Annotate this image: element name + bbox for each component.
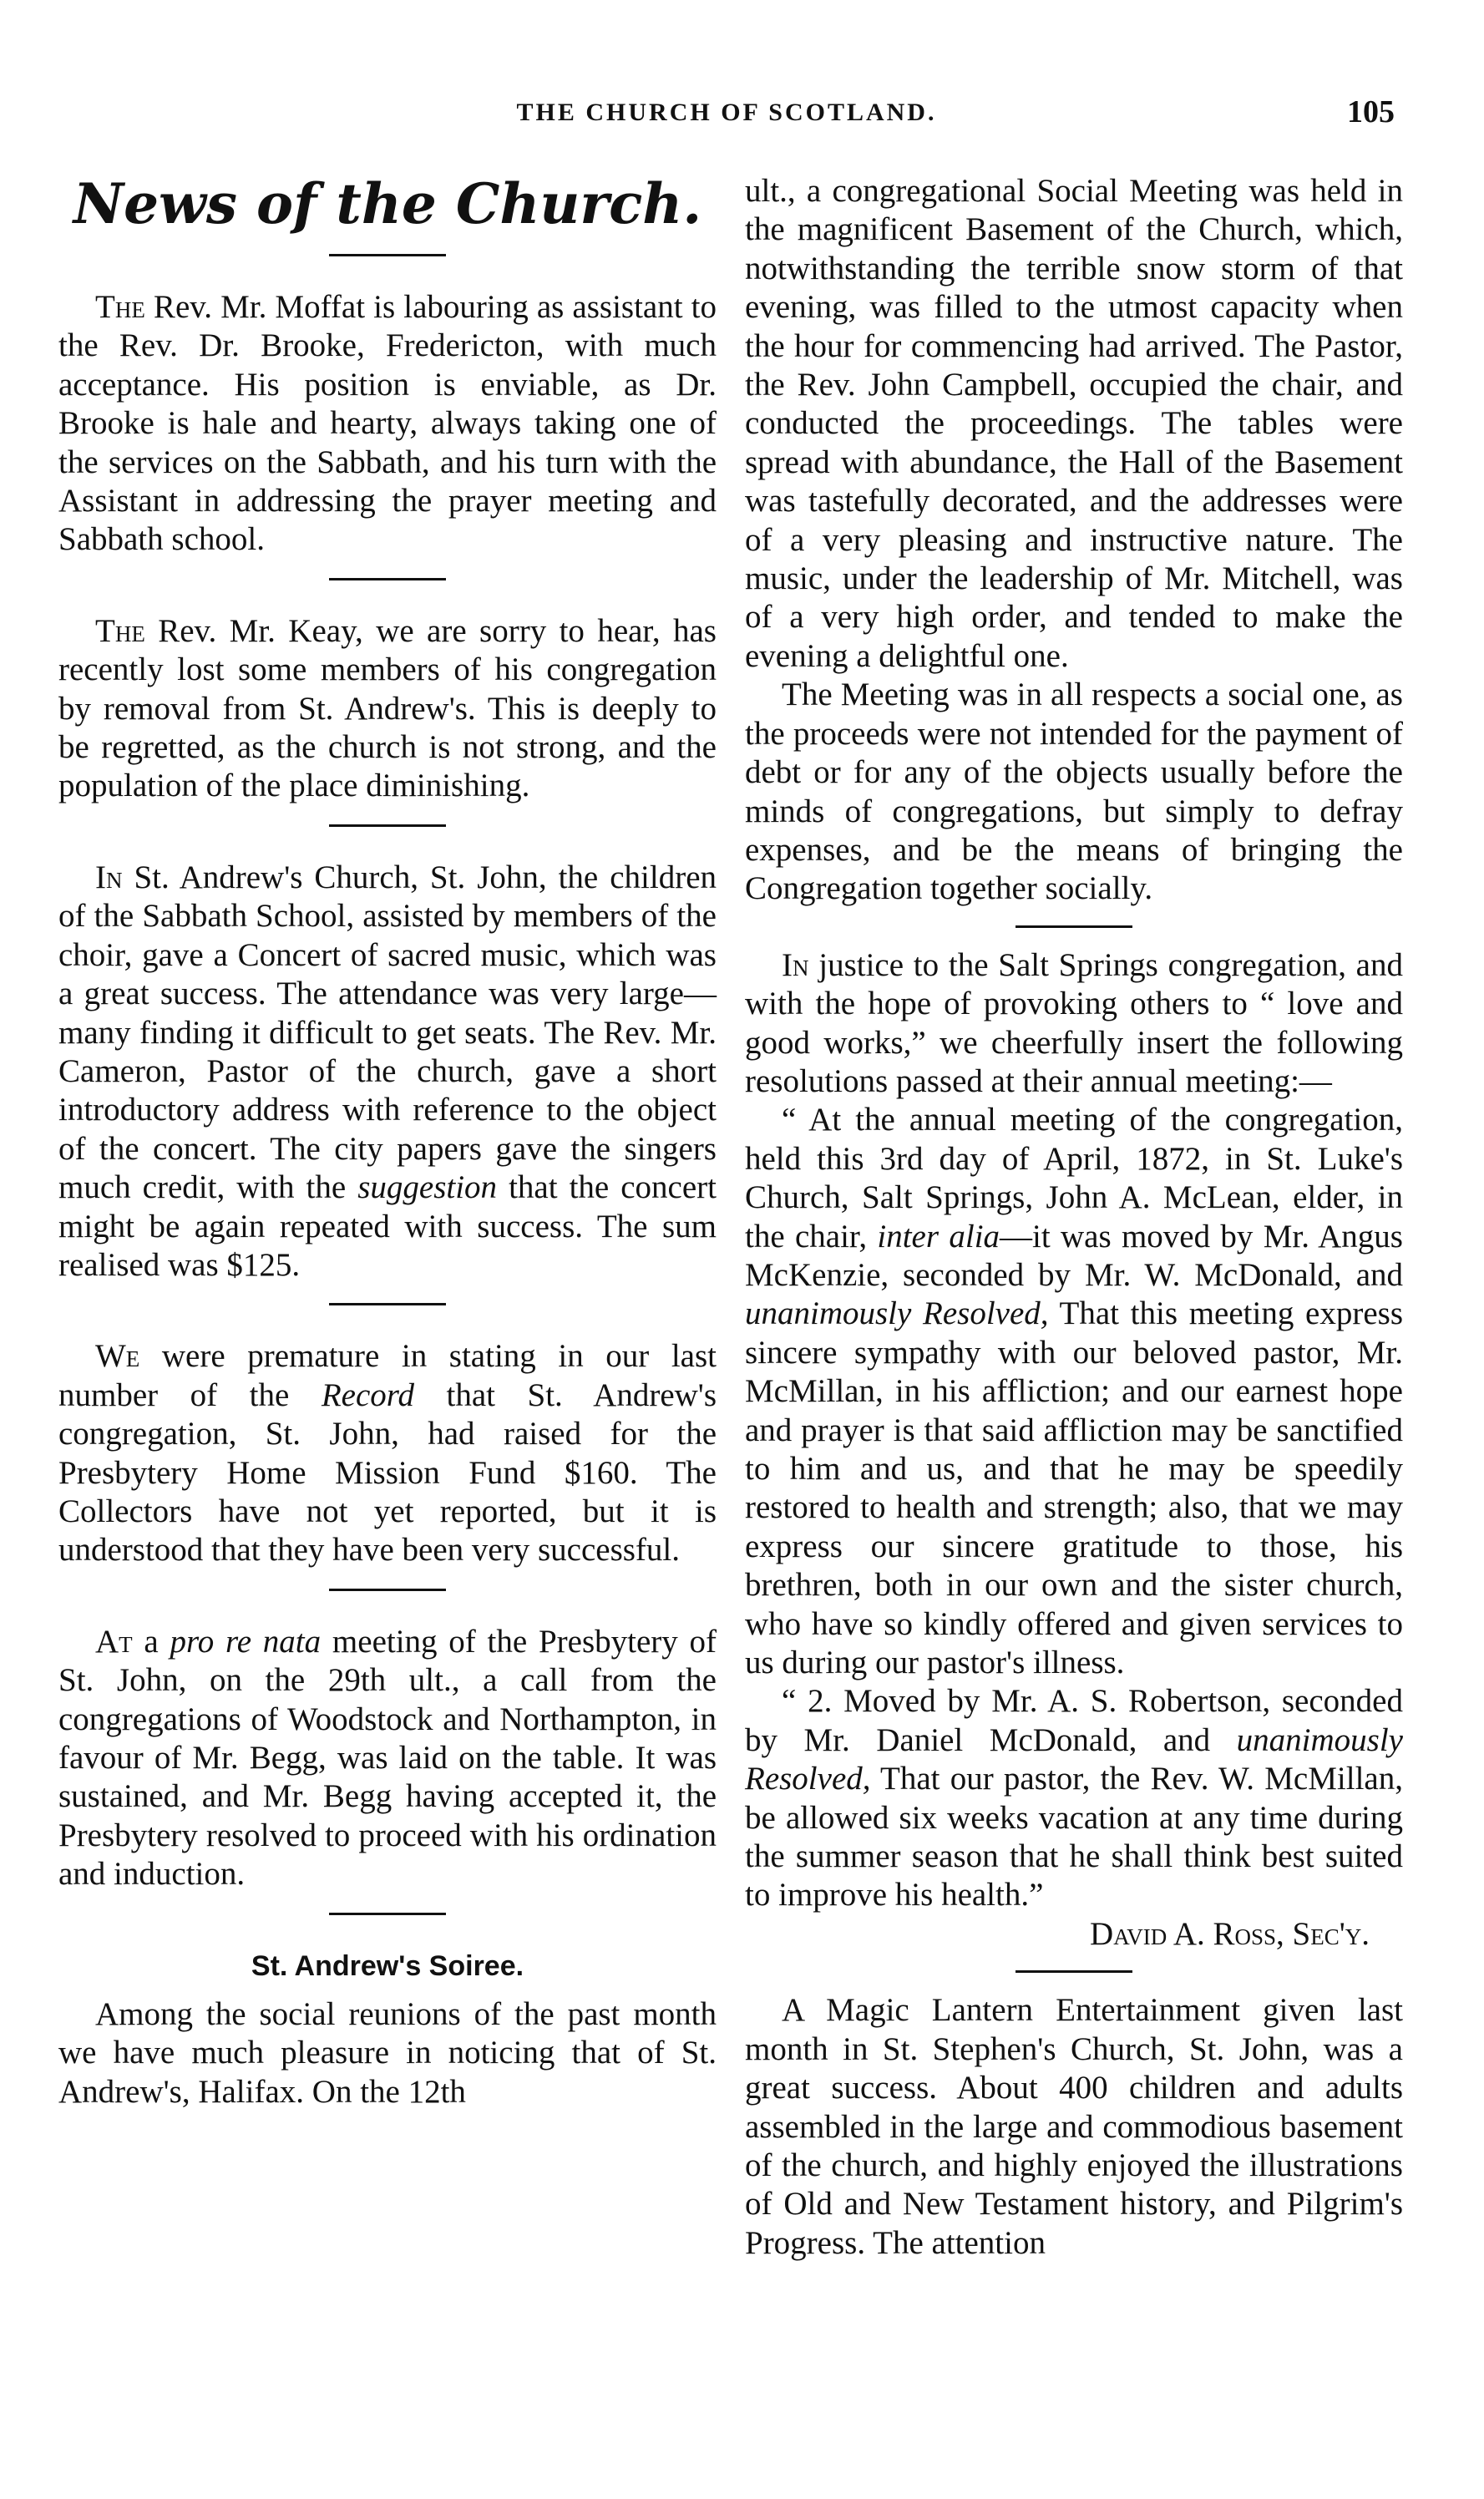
item-soiree-social: The Meeting was in all respects a social one, as the proceeds were not intended for the payment of debt or for any of the objects usually before the minds of congregations, but simply to defray expenses, and be the means of bringing the Congregation together socially.	[745, 677, 1403, 907]
running-title: THE CHURCH OF SCOTLAND.	[516, 99, 937, 126]
item-text: “ 2. Moved by Mr. A. S. Robertson, seconded by Mr. Daniel McDonald, and	[745, 1683, 1403, 1758]
soiree-heading: St. Andrew's Soiree.	[251, 1949, 524, 1982]
item-text: “ At the annual meeting of the congregation, held this 3rd day of April, 1872, in St. Luke's Church, Salt Springs, John A. McLean, elder, in the chair,	[745, 1102, 1403, 1255]
item-salt-springs	[745, 946, 1403, 1102]
item-soiree-continued: ult., a congregational Social Meeting was held in the magnificent Basement of the Church, which, notwithstanding the terrible snow storm of that evening, was filled to the utmost capacity when the hour for commencing had arrived. The Pastor, the Rev. John Campbell, occupied the chair, and conducted the proceedings. The tables were spread with abundance, the Hall of the Basement was tastefully decorated, and the addresses were of a very pleasing and instructive nature. The music, under the leadership of Mr. Mitchell, was of a very high order, and tended to make the evening a delightful one.	[745, 173, 1403, 674]
item-emphasis: pro re nata	[170, 1623, 322, 1660]
item-text: Rev. Mr. Keay, we are sorry to hear, has recently lost some members of his congregation by removal from St. Andrew's. This is deeply to be regretted, as the church is not strong, and the population of the place diminishing.	[58, 612, 717, 804]
page-number: 105	[1347, 94, 1395, 129]
item-text: were premature in stating in our last number of the	[58, 1338, 717, 1413]
item-text: that St. Andrew's congregation, St. John, had raised for the Presbytery Home Mission Fund $160. The Collectors have not yet reported, but it is understood that they have been very successful.	[58, 1376, 717, 1569]
lead-word: The	[95, 289, 145, 325]
item-emphasis: Record	[321, 1376, 415, 1413]
item-text: That this meeting express sincere sympathy with our beloved pastor, Mr. McMillan, in his affliction; and our earnest hope and prayer is that said affliction may be sanctified to him and us, and that he may be speedily restored to health and strength; also, that we may express our sincere gratitude to those, his brethren, both in our own and the sister church, who have so kindly offered and given services to us during our pastor's illness.	[745, 1295, 1403, 1681]
item-text: That our pastor, the Rev. W. McMillan, be allowed six weeks vacation at any time during the summer season that he shall think best suited to improve his health.”	[745, 1761, 1403, 1914]
left-column	[58, 172, 717, 2111]
item-moffat	[58, 288, 717, 560]
item-concert	[58, 859, 717, 1285]
item-magic-lantern: A Magic Lantern Entertainment given last month in St. Stephen's Church, St. John, was a great success. About 400 children and adults assembled in the large and commodious basement of the church, and highly enjoyed the illustrations of Old and New Testament history, and Pilgrim's Progress. The attention	[745, 1992, 1403, 2261]
item-emphasis: unanimously Resolved,	[745, 1721, 1403, 1797]
item-text: that the concert might be again repeated with success. The sum realised was $125.	[58, 1169, 717, 1283]
section-title: News of the Church.	[73, 171, 702, 236]
divider-rule	[329, 1589, 446, 1591]
item-emphasis: unanimously Resolved,	[745, 1295, 1049, 1332]
lead-word: In	[95, 859, 123, 895]
item-text: St. Andrew's Church, St. John, the children of the Sabbath School, assisted by members of the choir, gave a Concert of sacred music, which was a great success. The attendance was very large—many finding it difficult to get seats. The Rev. Mr. Cameron, Pastor of the church, gave a short introductory address with reference to the object of the concert. The city papers gave the singers much credit, with the	[58, 859, 717, 1206]
divider-rule	[1016, 925, 1132, 928]
divider-rule	[329, 578, 446, 580]
item-text: meeting of the Presbytery of St. John, on the 29th ult., a call from the congregations of Woodstock and Northampton, in favour of Mr. Begg, was laid on the table. It was sustained, and Mr. Begg having accepted it, the Presbytery resolved to proceed with his ordination and induction.	[58, 1623, 717, 1893]
item-text: justice to the Salt Springs congregation, and with the hope of provoking others to “ love and good works,” we cheerfully insert the following resolutions passed at their annual meeting:—	[745, 946, 1403, 1099]
divider-rule	[329, 1913, 446, 1915]
item-keay	[58, 612, 717, 806]
divider-rule	[329, 824, 446, 827]
divider-rule	[329, 254, 446, 256]
lead-word: At	[95, 1623, 133, 1660]
divider-rule	[329, 1303, 446, 1305]
right-column	[745, 172, 1403, 2263]
item-soiree: Among the social reunions of the past month we have much pleasure in noticing that of St. Andrew's, Halifax. On the 12th	[58, 1996, 717, 2110]
item-text: a	[132, 1623, 170, 1660]
item-emphasis: inter alia	[877, 1218, 1000, 1255]
item-text: Rev. Mr. Moffat is labouring as assistant to the Rev. Dr. Brooke, Fredericton, with much acceptance. His position is enviable, as Dr. Brooke is hale and hearty, always taking one of the services on the Sabbath, and his turn with the Assistant in addressing the prayer meeting and Sabbath school.	[58, 289, 717, 558]
running-header	[58, 94, 1395, 140]
signature: David A. Ross, Sec'y.	[1090, 1915, 1370, 1952]
item-home-mission	[58, 1337, 717, 1569]
item-presbytery	[58, 1623, 717, 1894]
resolution-1	[745, 1101, 1403, 1682]
lead-word: In	[782, 946, 809, 983]
lead-word: We	[95, 1338, 140, 1375]
item-emphasis: suggestion	[357, 1169, 498, 1206]
divider-rule	[1016, 1970, 1132, 1973]
resolution-2	[745, 1682, 1403, 1914]
lead-word: The	[95, 612, 145, 649]
item-text: —it was moved by Mr. Angus McKenzie, seconded by Mr. W. McDonald, and	[745, 1218, 1403, 1293]
